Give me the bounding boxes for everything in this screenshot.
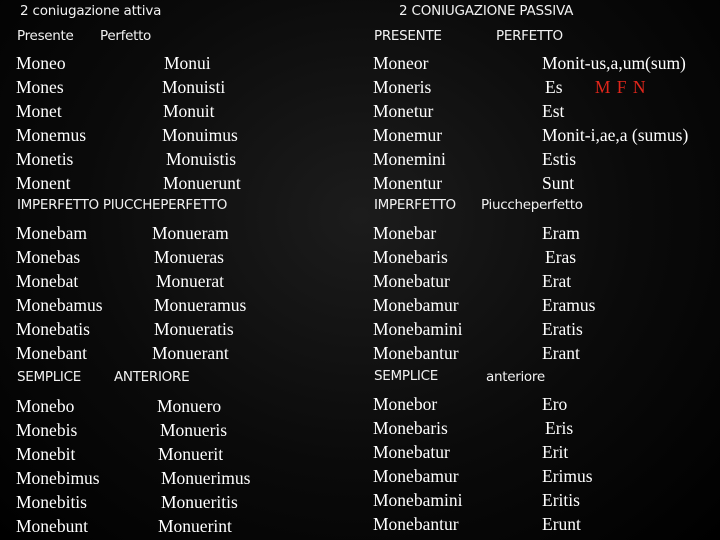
right-header-semplice: SEMPLICE: [374, 368, 438, 384]
verb-form: Monuit: [163, 101, 215, 121]
left-anteriore-column: [157, 394, 250, 538]
verb-form: Monueritis: [161, 492, 238, 512]
left-imperfetto-column: [16, 221, 103, 365]
right-semplice-column: [373, 392, 462, 536]
verb-form: Ero: [542, 394, 568, 414]
verb-form: Monent: [16, 173, 71, 193]
verb-form: Monebamur: [373, 466, 459, 486]
verb-form: Monuerat: [156, 271, 225, 291]
right-anteriore-column: [542, 392, 593, 536]
right-header-imperfetto: IMPERFETTO: [374, 197, 456, 213]
verb-form: Monebamini: [373, 319, 463, 339]
left-title: 2 coniugazione attiva: [20, 3, 162, 19]
verb-form: Moneor: [373, 53, 429, 73]
left-header-imperfetto-piuccheperfetto: IMPERFETTO PIUCCHEPERFETTO: [17, 197, 228, 213]
verb-form: Monebaris: [373, 418, 448, 438]
verb-form: Eras: [545, 247, 577, 267]
verb-form: Estis: [542, 149, 577, 169]
verb-form: Sunt: [542, 173, 575, 193]
verb-form: Monebis: [16, 420, 78, 440]
gender-marks: M F N: [594, 77, 647, 97]
verb-form: Monuerint: [158, 516, 232, 536]
verb-form: Monebitis: [16, 492, 87, 512]
verb-form: Monuerunt: [163, 173, 241, 193]
verb-form: Moneo: [16, 53, 66, 73]
verb-form: Monit-us,a,um(sum): [542, 53, 686, 73]
verb-form: Eritis: [542, 490, 580, 510]
verb-form: Monueramus: [154, 295, 247, 315]
verb-form: Monebantur: [373, 343, 459, 363]
verb-form: Monuimus: [162, 125, 238, 145]
left-perfetto-column: [162, 51, 241, 195]
verb-form-row: [542, 75, 688, 99]
verb-form: Eram: [542, 223, 580, 243]
right-imperfetto-column: [373, 221, 462, 365]
verb-form: Monebatur: [373, 442, 450, 462]
left-piuccheperfetto-column: [152, 221, 246, 365]
verb-form: Monemini: [373, 149, 446, 169]
verb-form: Monueras: [154, 247, 224, 267]
verb-form: Monueris: [160, 420, 228, 440]
verb-form: Monebamur: [373, 295, 459, 315]
verb-form: Monemur: [373, 125, 443, 145]
verb-form: Monui: [164, 53, 211, 73]
verb-form: Monetis: [16, 149, 74, 169]
right-title: 2 CONIUGAZIONE PASSIVA: [399, 3, 574, 19]
verb-form: Monebit: [16, 444, 76, 464]
right-perfetto-column: [542, 51, 688, 195]
verb-form: Monebatis: [16, 319, 90, 339]
verb-form: Monet: [16, 101, 62, 121]
verb-form: Monebat: [16, 271, 79, 291]
verb-form: Monebor: [373, 394, 438, 414]
right-piuccheperfetto-column: [542, 221, 595, 365]
verb-form: Erimus: [542, 466, 593, 486]
verb-form: Monebas: [16, 247, 81, 267]
verb-form: Erat: [542, 271, 572, 291]
left-presente-column: [16, 51, 86, 195]
verb-form: Monentur: [373, 173, 443, 193]
verb-form: Eris: [545, 418, 574, 438]
verb-form: Eratis: [542, 319, 583, 339]
verb-form: Monemus: [16, 125, 86, 145]
verb-form: Monebatur: [373, 271, 450, 291]
verb-form: Monebam: [16, 223, 87, 243]
verb-form: Monit-i,ae,a (sumus): [542, 125, 689, 145]
verb-form: Monebamini: [373, 490, 463, 510]
verb-form: Monebaris: [373, 247, 448, 267]
left-semplice-column: [16, 394, 100, 538]
verb-form: Est: [542, 101, 565, 121]
verb-form: Monuero: [157, 396, 222, 416]
verb-form: Monebar: [373, 223, 437, 243]
right-header-anteriore: anteriore: [486, 369, 545, 385]
verb-form: Monebantur: [373, 514, 459, 534]
verb-form: Monuerimus: [161, 468, 251, 488]
verb-form: Moneris: [373, 77, 432, 97]
right-presente-column: [373, 51, 446, 195]
verb-form: Monebamus: [16, 295, 103, 315]
verb-form: Monebo: [16, 396, 75, 416]
verb-form: Monuistis: [166, 149, 237, 169]
left-header-perfetto: Perfetto: [100, 28, 152, 44]
verb-form: Monebimus: [16, 468, 100, 488]
verb-form: Monueratis: [154, 319, 234, 339]
right-header-piuccheperfetto: Piuccheperfetto: [481, 197, 583, 213]
verb-form: Monueram: [152, 223, 229, 243]
left-header-semplice: SEMPLICE: [17, 369, 81, 385]
left-header-presente: Presente: [17, 28, 74, 44]
verb-form: Monetur: [373, 101, 434, 121]
verb-form: Monebunt: [16, 516, 88, 536]
verb-form: Monebant: [16, 343, 87, 363]
left-header-anteriore: ANTERIORE: [114, 369, 190, 385]
right-header-presente: PRESENTE: [374, 28, 442, 44]
verb-form: Monuerant: [152, 343, 229, 363]
verb-form: Mones: [16, 77, 64, 97]
verb-form: Erunt: [542, 514, 581, 534]
right-header-perfetto: PERFETTO: [496, 28, 563, 44]
verb-form: Erant: [542, 343, 580, 363]
verb-form: Monuerit: [158, 444, 224, 464]
verb-form: Monuisti: [162, 77, 226, 97]
verb-form: Erit: [542, 442, 569, 462]
verb-form: Es: [545, 77, 563, 97]
verb-form: Eramus: [542, 295, 596, 315]
